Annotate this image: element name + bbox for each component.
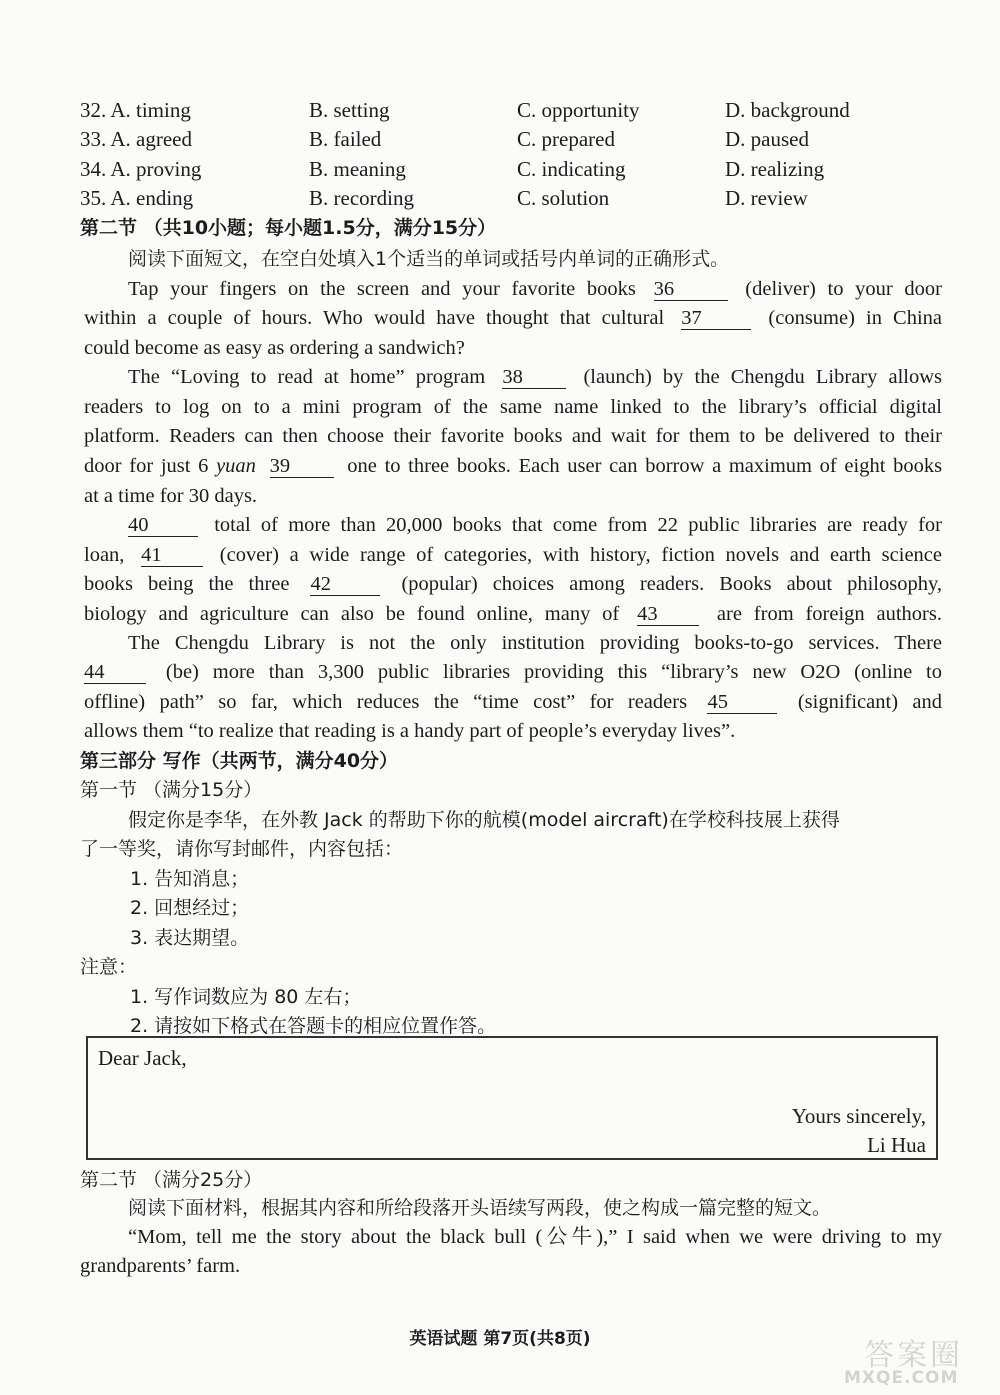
option-d: D. review [725, 186, 808, 210]
option-d: D. paused [725, 127, 809, 151]
blank-38[interactable]: 38 [502, 366, 566, 389]
passage-line: platform. Readers can then choose their favorite books and wait for them to be delivered to their [84, 425, 942, 447]
text: (consume) in China [768, 307, 943, 329]
part3-s2-heading: 第二节 （满分25分） [80, 1169, 263, 1191]
note-label: 注意： [80, 956, 138, 978]
passage-line [84, 658, 942, 687]
passage-line [84, 541, 942, 570]
option-row-35 [80, 186, 960, 216]
option-a: 35. A. ending [80, 186, 194, 210]
text: Tap your fingers on the screen and your favorite books [128, 278, 636, 300]
option-c: C. prepared [517, 127, 615, 151]
text: (cover) a wide range of categories, with history, fiction novels and earth science [219, 544, 943, 566]
text: offline) path” so far, which reduces the “time cost” for readers [84, 691, 688, 713]
text: door for just 6 [84, 455, 209, 477]
option-b: B. recording [309, 186, 414, 210]
text-italic: yuan [216, 455, 256, 477]
option-b: B. failed [309, 127, 382, 151]
passage-line [84, 304, 942, 333]
text: within a couple of hours. Who would have thought that cultural [84, 307, 665, 329]
passage-line [84, 570, 942, 599]
option-c: C. indicating [517, 157, 626, 181]
text: The “Loving to read at home” program [128, 366, 486, 388]
passage-line: could become as easy as ordering a sandwich? [84, 337, 465, 359]
letter-format-box [86, 1036, 938, 1160]
text: (be) more than 3,300 public libraries providing this “library’s new O2O (online to [165, 661, 942, 683]
blank-42[interactable]: 42 [310, 573, 380, 596]
section2-instruction: 阅读下面短文，在空白处填入1个适当的单词或括号内单词的正确形式。 [128, 248, 730, 270]
option-a: 32. A. timing [80, 98, 191, 122]
text: (launch) by the Chengdu Library allows [583, 366, 943, 388]
text: are from foreign authors. [716, 603, 942, 625]
note-item: 1. 写作词数应为 80 左右； [130, 986, 362, 1008]
text: one to three books. Each user can borrow a maximum of eight books [347, 455, 943, 477]
passage-line [128, 275, 942, 304]
story-line: “Mom, tell me the story about the black bull (公牛),” I said when we were driving to my [128, 1226, 942, 1248]
option-row-34 [80, 157, 960, 187]
blank-41[interactable]: 41 [141, 544, 203, 567]
part3-s1-heading: 第一节 （满分15分） [80, 779, 263, 801]
text: (significant) and [797, 691, 943, 713]
option-c: C. solution [517, 186, 610, 210]
option-b: B. setting [309, 98, 390, 122]
passage-line [84, 600, 942, 629]
text: loan, [84, 544, 125, 566]
letter-closing: Yours sincerely, [791, 1104, 926, 1128]
blank-37[interactable]: 37 [681, 307, 751, 330]
text: biology and agriculture can also be found online, many of [84, 603, 620, 625]
option-row-33 [80, 127, 960, 157]
task-item: 3. 表达期望。 [130, 927, 250, 949]
story-line: grandparents’ farm. [80, 1255, 241, 1277]
letter-signature: Li Hua [867, 1133, 926, 1157]
watermark-logo-text: 答案圈 [864, 1338, 963, 1373]
passage-line: allows them “to realize that reading is a handy part of people’s everyday lives”. [84, 720, 736, 742]
blank-40[interactable]: 40 [128, 514, 198, 537]
section2-heading: 第二节 （共10小题；每小题1.5分，满分15分） [80, 217, 497, 239]
passage-line [128, 363, 942, 392]
continuation-instruction: 阅读下面材料，根据其内容和所给段落开头语续写两段，使之构成一篇完整的短文。 [128, 1197, 832, 1219]
blank-39[interactable]: 39 [270, 455, 334, 478]
text: (popular) choices among readers. Books about philosophy, [401, 573, 943, 595]
writing-task-line: 了一等奖，请你写封邮件，内容包括： [80, 838, 404, 860]
letter-greeting: Dear Jack, [98, 1046, 187, 1070]
passage-line [128, 511, 942, 540]
option-row-32 [80, 98, 960, 128]
page-footer: 英语试题 第7页(共8页) [409, 1329, 591, 1349]
note-item: 2. 请按如下格式在答题卡的相应位置作答。 [130, 1015, 497, 1037]
part3-heading: 第三部分 写作（共两节，满分40分） [80, 750, 399, 772]
watermark-domain: MXQE.COM [844, 1368, 959, 1388]
text: total of more than 20,000 books that come from 22 public libraries are ready for [214, 514, 943, 536]
passage-line: The Chengdu Library is not the only institution providing books-to-go services. There [128, 632, 942, 654]
writing-task-line: 假定你是李华，在外教 Jack 的帮助下你的航模(model aircraft)在学校科技展上获得 [128, 809, 840, 831]
passage-line [84, 452, 942, 481]
option-d: D. realizing [725, 157, 825, 181]
passage-line [84, 688, 942, 717]
option-b: B. meaning [309, 157, 406, 181]
task-item: 1. 告知消息； [130, 868, 250, 890]
passage-line: at a time for 30 days. [84, 485, 258, 507]
site-watermark [836, 1330, 986, 1390]
blank-36[interactable]: 36 [654, 278, 728, 301]
text: books being the three [84, 573, 290, 595]
blank-43[interactable]: 43 [637, 603, 699, 626]
passage-line: readers to log on to a mini program of the same name linked to the library’s official digital [84, 396, 942, 418]
task-item: 2. 回想经过； [130, 897, 250, 919]
option-a: 33. A. agreed [80, 127, 192, 151]
text: (deliver) to your door [745, 278, 943, 300]
blank-45[interactable]: 45 [707, 691, 777, 714]
option-c: C. opportunity [517, 98, 640, 122]
blank-44[interactable]: 44 [84, 661, 146, 684]
option-d: D. background [725, 98, 850, 122]
option-a: 34. A. proving [80, 157, 202, 181]
